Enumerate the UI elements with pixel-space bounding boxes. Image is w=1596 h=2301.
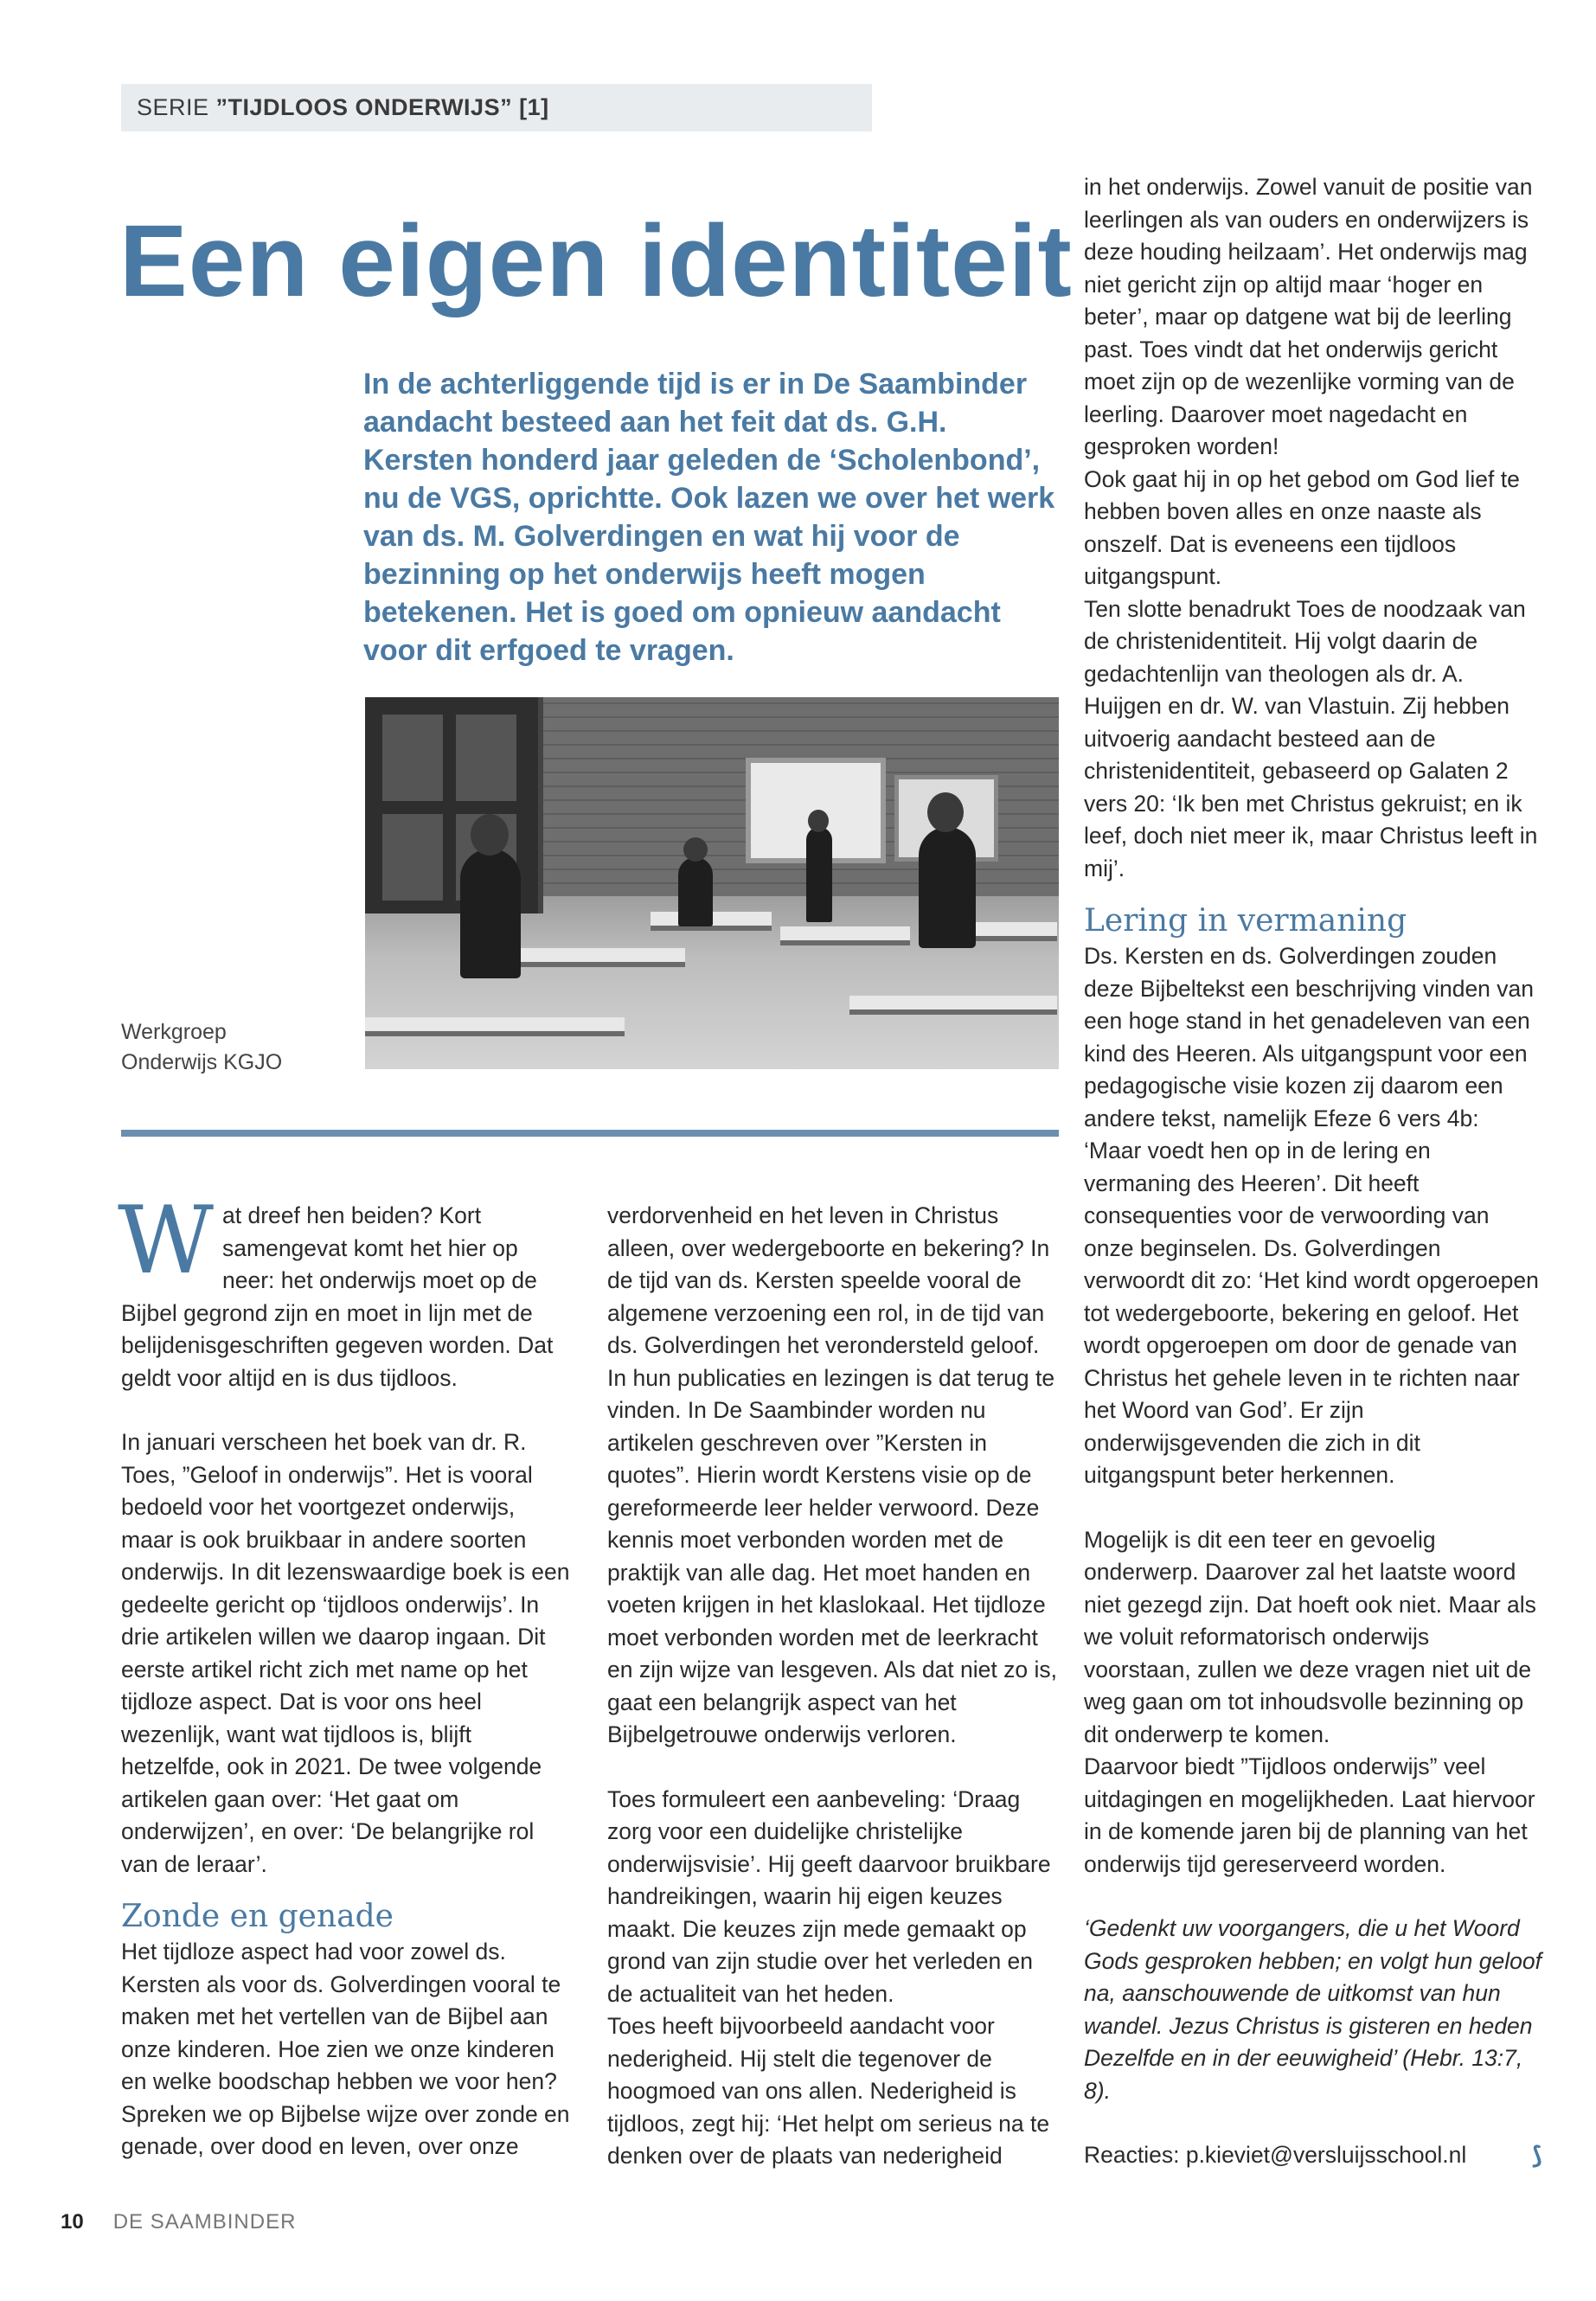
- drop-cap: W: [118, 1187, 215, 1295]
- column-1: [118, 1187, 571, 2163]
- paragraph: Daarvoor biedt ”Tijdloos onderwijs” veel uitdagingen en mogelijkheden. Laat hiervoor in de komende jaren bij de planning van het onderwijs tijd gereserveerd worden.: [1084, 1753, 1535, 1877]
- section-divider: [121, 1130, 1059, 1137]
- paragraph: Het tijdloze aspect had voor zowel ds. Kersten als voor ds. Golverdingen vooral te maken met het vertellen van de Bijbel aan onze kinderen. Hoe zien we onze kinderen en welke boodschap hebben we voor hen? Spreken we op Bijbelse wijze over zonde en genade, over dood en leven, over onze: [121, 1939, 570, 2159]
- end-mark-icon: ⟆: [1531, 2142, 1542, 2169]
- author-line-1: Werkgroep: [121, 1020, 227, 1044]
- paragraph: Toes heeft bijvoorbeeld aandacht voor nederigheid. Hij stelt die tegenover de hoogmoed van ons allen. Nederigheid is tijdloos, zegt hij: ‘Het helpt om serieus na te denken over de plaats van nederigheid: [607, 2013, 1050, 2169]
- author-line-2: Onderwijs KGJO: [121, 1050, 283, 1074]
- paragraph-opening: Wat dreef hen beiden? Kort samengevat komt het hier op neer: het onderwijs moet op de Bijbel gegrond zijn en moet in lijn met de belijdenisgeschriften gegeven worden. Dat geldt voor altijd en is dus tijdloos.: [118, 1187, 554, 1391]
- page-number: 10: [61, 2210, 84, 2234]
- subheading-lering-in-vermaning: Lering in vermaning: [1084, 903, 1407, 939]
- paragraph: Toes formuleert een aanbeveling: ‘Draag zorg voor een duidelijke christelijke onderwijsvisie’. Hij geeft daarvoor bruikbare handreikingen, waarin hij eigen keuzes maakt. Die keuzes zijn mede gemaakt op grond van zijn studie over het verleden en de actualiteit van het heden.: [607, 1785, 1051, 2007]
- page-footer: [61, 2210, 296, 2234]
- magazine-name: DE SAAMBINDER: [112, 2210, 297, 2234]
- subheading-zonde-en-genade: Zonde en genade: [121, 1899, 394, 1934]
- classroom-photo: [365, 697, 1059, 1069]
- author-byline: [121, 1017, 282, 1078]
- bible-quote: ‘Gedenkt uw voorgangers, die u het Woord Gods gesproken hebben; en volgt hun geloof na, aanschouwende de uitkomst van hun wandel. Jezus Christus is gisteren en heden Dezelfde en in der eeuwigheid’ (Hebr. 13:7, 8).: [1084, 1915, 1542, 2104]
- paragraph: in het onderwijs. Zowel vanuit de positie van leerlingen als van ouders en onderwijzers is deze houding heilzaam’. Het onderwijs mag niet gericht zijn op altijd maar ‘hoger en beter’, maar op datgene wat bij de leerling past. Toes vindt dat het onderwijs gericht moet zijn op de wezenlijke vorming van de leerling. Daarover moet nagedacht en gesproken worden!: [1084, 174, 1533, 459]
- paragraph: verdorvenheid en het leven in Christus alleen, over wedergeboorte en bekering? In de tijd van ds. Kersten speelde vooral de algemene verzoening een rol, in de tijd van ds. Golverdingen het verondersteld geloof. In hun publicaties en lezingen is dat terug te vinden. In De Saambinder worden nu artikelen geschreven over ”Kersten in quotes”. Hierin wordt Kerstens visie op de gereformeerde leer helder verwoord. Deze kennis moet verbonden worden met de praktijk van alle dag. Het moet handen en voeten krijgen in het klaslokaal. Het tijdloze moet verbonden worden met de leerkracht en zijn wijze van lesgeven. Als dat niet zo is, gaat een belangrijk aspect van het Bijbelgetrouwe onderwijs verloren.: [607, 1202, 1057, 1747]
- paragraph: Ten slotte benadrukt Toes de noodzaak van de christenidentiteit. Hij volgt daarin de gedachtenlijn van theologen als dr. A. Huijgen en dr. W. van Vlastuin. Zij hebben uitvoerig aandacht besteed aan de christenidentiteit, gebaseerd op Galaten 2 vers 20: ‘Ik ben met Christus gekruist; en ik leef, doch niet meer ik, maar Christus leeft in mij’.: [1084, 595, 1538, 881]
- series-prefix: SERIE: [137, 94, 209, 120]
- reactions-email[interactable]: Reacties: p.kieviet@versluijsschool.nl: [1084, 2142, 1467, 2168]
- paragraph: Mogelijk is dit een teer en gevoelig onderwerp. Daarover zal het laatste woord niet gezegd zijn. Dat hoeft ook niet. Maar als we voluit reformatorisch onderwijs voorstaan, zullen we deze vragen niet uit de weg gaan om tot inhoudsvolle bezinning op dit onderwerp te komen.: [1084, 1526, 1536, 1747]
- series-title: ”TIJDLOOS ONDERWIJS” [1]: [215, 94, 549, 120]
- column-3: [1084, 171, 1542, 2172]
- series-label: [121, 84, 872, 131]
- paragraph: In januari verscheen het boek van dr. R. Toes, ”Geloof in onderwijs”. Het is vooral bedoeld voor het voortgezet onderwijs, maar is ook bruikbaar in andere soorten onderwijs. In dit lezenswaardige boek is een gedeelte gericht op ‘tijdloos onderwijs’. In drie artikelen willen we daarop ingaan. Dit eerste artikel richt zich met name op het tijdloze aspect. Dat is voor ons heel wezenlijk, want wat tijdloos is, blijft hetzelfde, ook in 2021. De twee volgende artikelen gaan over: ‘Het gaat om onderwijzen’, en over: ‘De belangrijke rol van de leraar’.: [121, 1429, 570, 1877]
- paragraph: Ds. Kersten en ds. Golverdingen zouden deze Bijbeltekst een beschrijving vinden van een hoge stand in het genadeleven van een kind des Heeren. Als uitgangspunt voor een pedagogische visie kozen zij daarom een andere tekst, namelijk Efeze 6 vers 4b: ‘Maar voedt hen op in de lering en vermaning des Heeren’. Dit heeft consequenties voor de verwoording van onze beginselen. Ds. Golverdingen verwoordt dit zo: ‘Het kind wordt opgeroepen tot wedergeboorte, bekering en geloof. Het wordt opgeroepen om door de genade van Christus het gehele leven in te richten naar het Woord van God’. Er zijn onderwijsgevenden die zich in dit uitgangspunt beter herkennen.: [1084, 943, 1539, 1488]
- paragraph: Ook gaat hij in op het gebod om God lief te hebben boven alles en onze naaste als onszelf. Dat is eveneens een tijdloos uitgangspunt.: [1084, 465, 1520, 589]
- article-title: Een eigen identiteit: [119, 204, 1073, 318]
- column-2: [607, 1200, 1057, 2173]
- reactions-line: [1084, 2139, 1542, 2172]
- article-intro: In de achterliggende tijd is er in De Saambinder aandacht besteed aan het feit dat ds. G.H. Kersten honderd jaar geleden de ‘Scholenbond’, nu de VGS, oprichtte. Ook lazen we over het werk van ds. M. Golverdingen en wat hij voor de bezinning op het onderwijs heeft mogen betekenen. Het is goed om opnieuw aandacht voor dit erfgoed te vragen.: [363, 368, 1055, 667]
